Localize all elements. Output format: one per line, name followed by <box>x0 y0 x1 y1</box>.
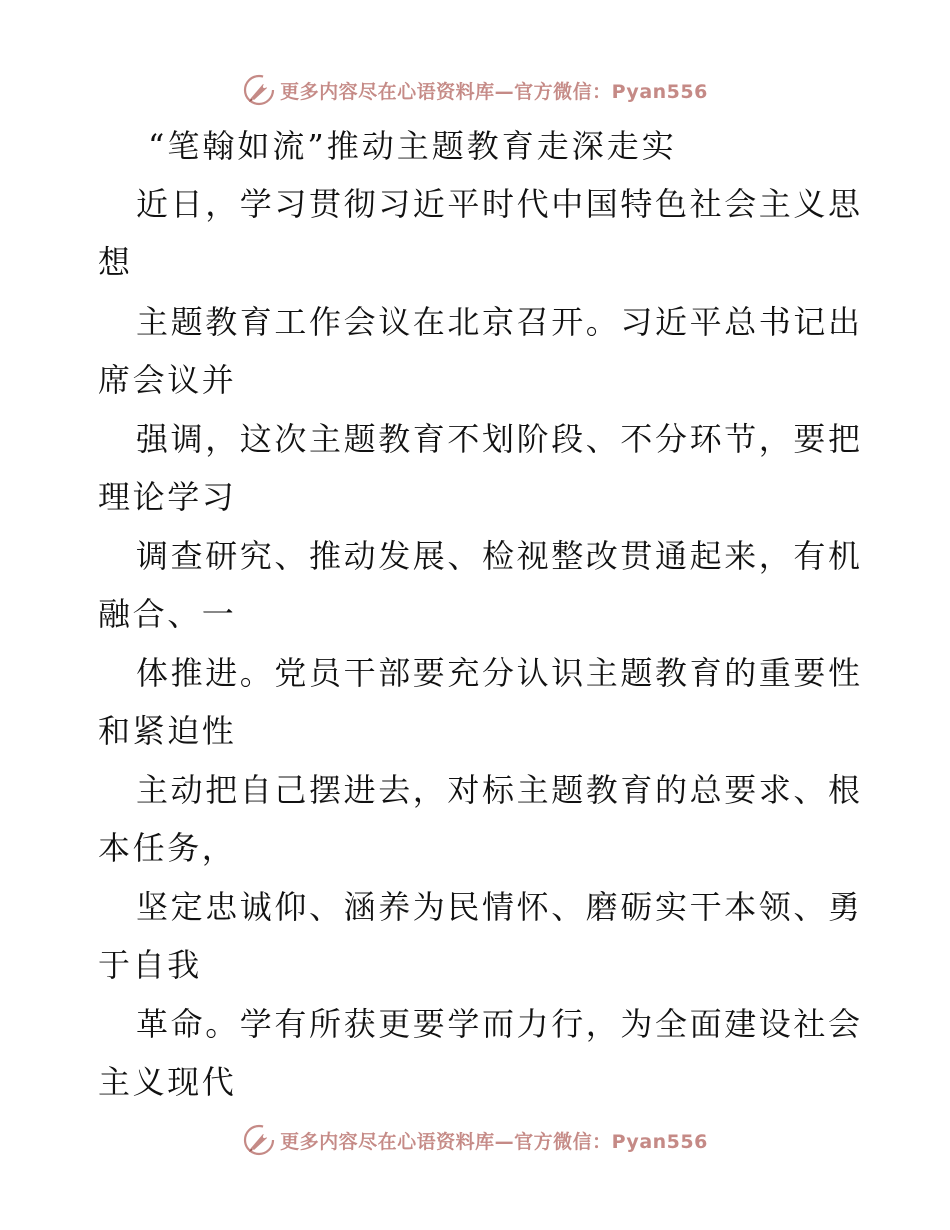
paragraph-line: 革命。学有所获更要学而力行，为全面建设社会 <box>136 1005 863 1043</box>
paragraph-line: 主题教育工作会议在北京召开。习近平总书记出 <box>136 303 863 341</box>
footer-banner <box>0 1120 950 1160</box>
paragraph-line: 想 <box>98 243 133 281</box>
header-banner <box>0 70 950 110</box>
paragraph-line: 调查研究、推动发展、检视整改贯通起来，有机 <box>136 537 863 575</box>
paragraph-line: 强调，这次主题教育不划阶段、不分环节，要把 <box>136 420 863 458</box>
paragraph-line: 主动把自己摆进去，对标主题教育的总要求、根 <box>136 771 863 809</box>
paragraph-line: 本任务， <box>98 829 237 867</box>
paragraph-line: 于自我 <box>98 946 202 984</box>
paragraph-line: 主义现代 <box>98 1063 237 1101</box>
pen-nib-logo-icon <box>242 1123 276 1157</box>
paragraph-line: 席会议并 <box>98 361 237 399</box>
document-title: “笔翰如流”推动主题教育走深走实 <box>148 127 677 165</box>
footer-banner-text: 更多内容尽在心语资料库—官方微信：Pyan556 <box>280 1130 708 1153</box>
paragraph-line: 融合、一 <box>98 595 237 633</box>
paragraph-line: 坚定忠诚仰、涵养为民情怀、磨砺实干本领、勇 <box>136 888 863 926</box>
paragraph-line: 理论学习 <box>98 478 237 516</box>
paragraph-line: 体推进。党员干部要充分认识主题教育的重要性 <box>136 654 863 692</box>
header-banner-text: 更多内容尽在心语资料库—官方微信：Pyan556 <box>280 80 708 103</box>
paragraph-line: 和紧迫性 <box>98 712 237 750</box>
paragraph-line: 近日，学习贯彻习近平时代中国特色社会主义思 <box>136 185 863 223</box>
pen-nib-logo-icon <box>242 73 276 107</box>
